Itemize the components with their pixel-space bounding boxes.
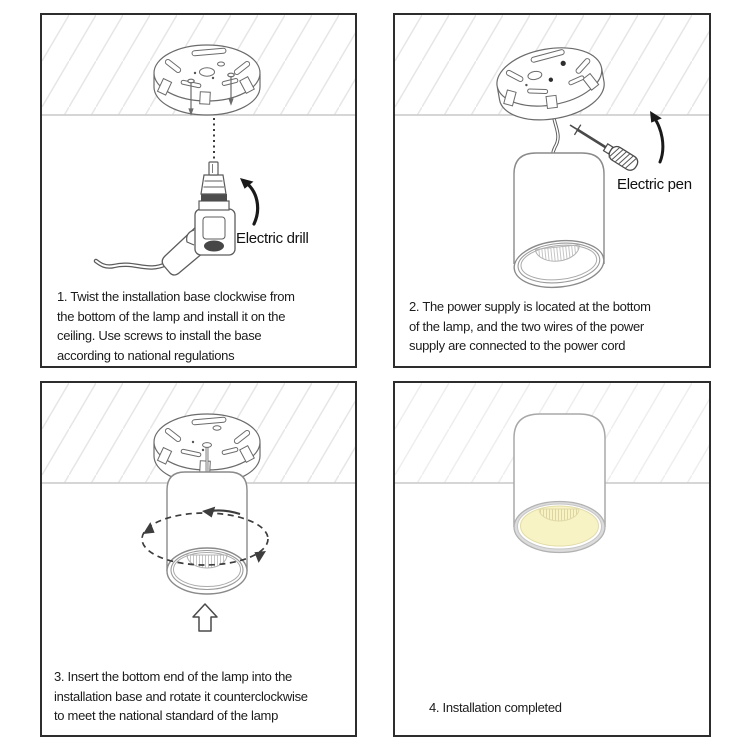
caption-line: 3. Insert the bottom end of the lamp into the — [54, 669, 292, 684]
panel-step-2 — [393, 13, 711, 368]
caption-line: 4. Installation completed — [429, 700, 562, 715]
electric-drill-icon — [96, 162, 235, 275]
electric-pen-label: Electric pen — [617, 176, 692, 193]
step-3-caption — [54, 667, 308, 726]
lamp-cylinder-icon — [167, 472, 247, 594]
caption-line: ceiling. Use screws to install the base — [57, 328, 262, 343]
caption-line: according to national regulations — [57, 347, 235, 363]
step-4-caption — [429, 698, 562, 718]
panel-step-3 — [40, 381, 357, 737]
curved-arrow-icon — [236, 174, 257, 224]
electric-drill-label: Electric drill — [236, 230, 309, 247]
caption-line: 2. The power supply is located at the bottom — [409, 299, 651, 314]
curved-arrow-icon — [645, 108, 663, 162]
step-1-caption — [57, 287, 295, 365]
caption-line: of the lamp, and the two wires of the power — [409, 318, 644, 334]
lamp-cylinder-icon — [512, 153, 606, 292]
panel-step-4 — [393, 381, 711, 737]
step-2-caption — [409, 297, 651, 356]
up-arrow-icon — [193, 604, 217, 631]
caption-line: supply are connected to the power cord — [409, 338, 626, 353]
step-4-illustration — [395, 383, 709, 735]
panel-step-1 — [40, 13, 357, 368]
caption-line: 1. Twist the installation base clockwise from — [57, 289, 295, 304]
caption-line: installation base and rotate it counterclockwise — [54, 688, 308, 704]
installed-lamp-icon — [514, 414, 605, 553]
caption-line: the bottom of the lamp and install it on the — [57, 308, 286, 324]
caption-line: to meet the national standard of the lamp — [54, 708, 279, 723]
mounting-base-icon — [154, 45, 260, 115]
